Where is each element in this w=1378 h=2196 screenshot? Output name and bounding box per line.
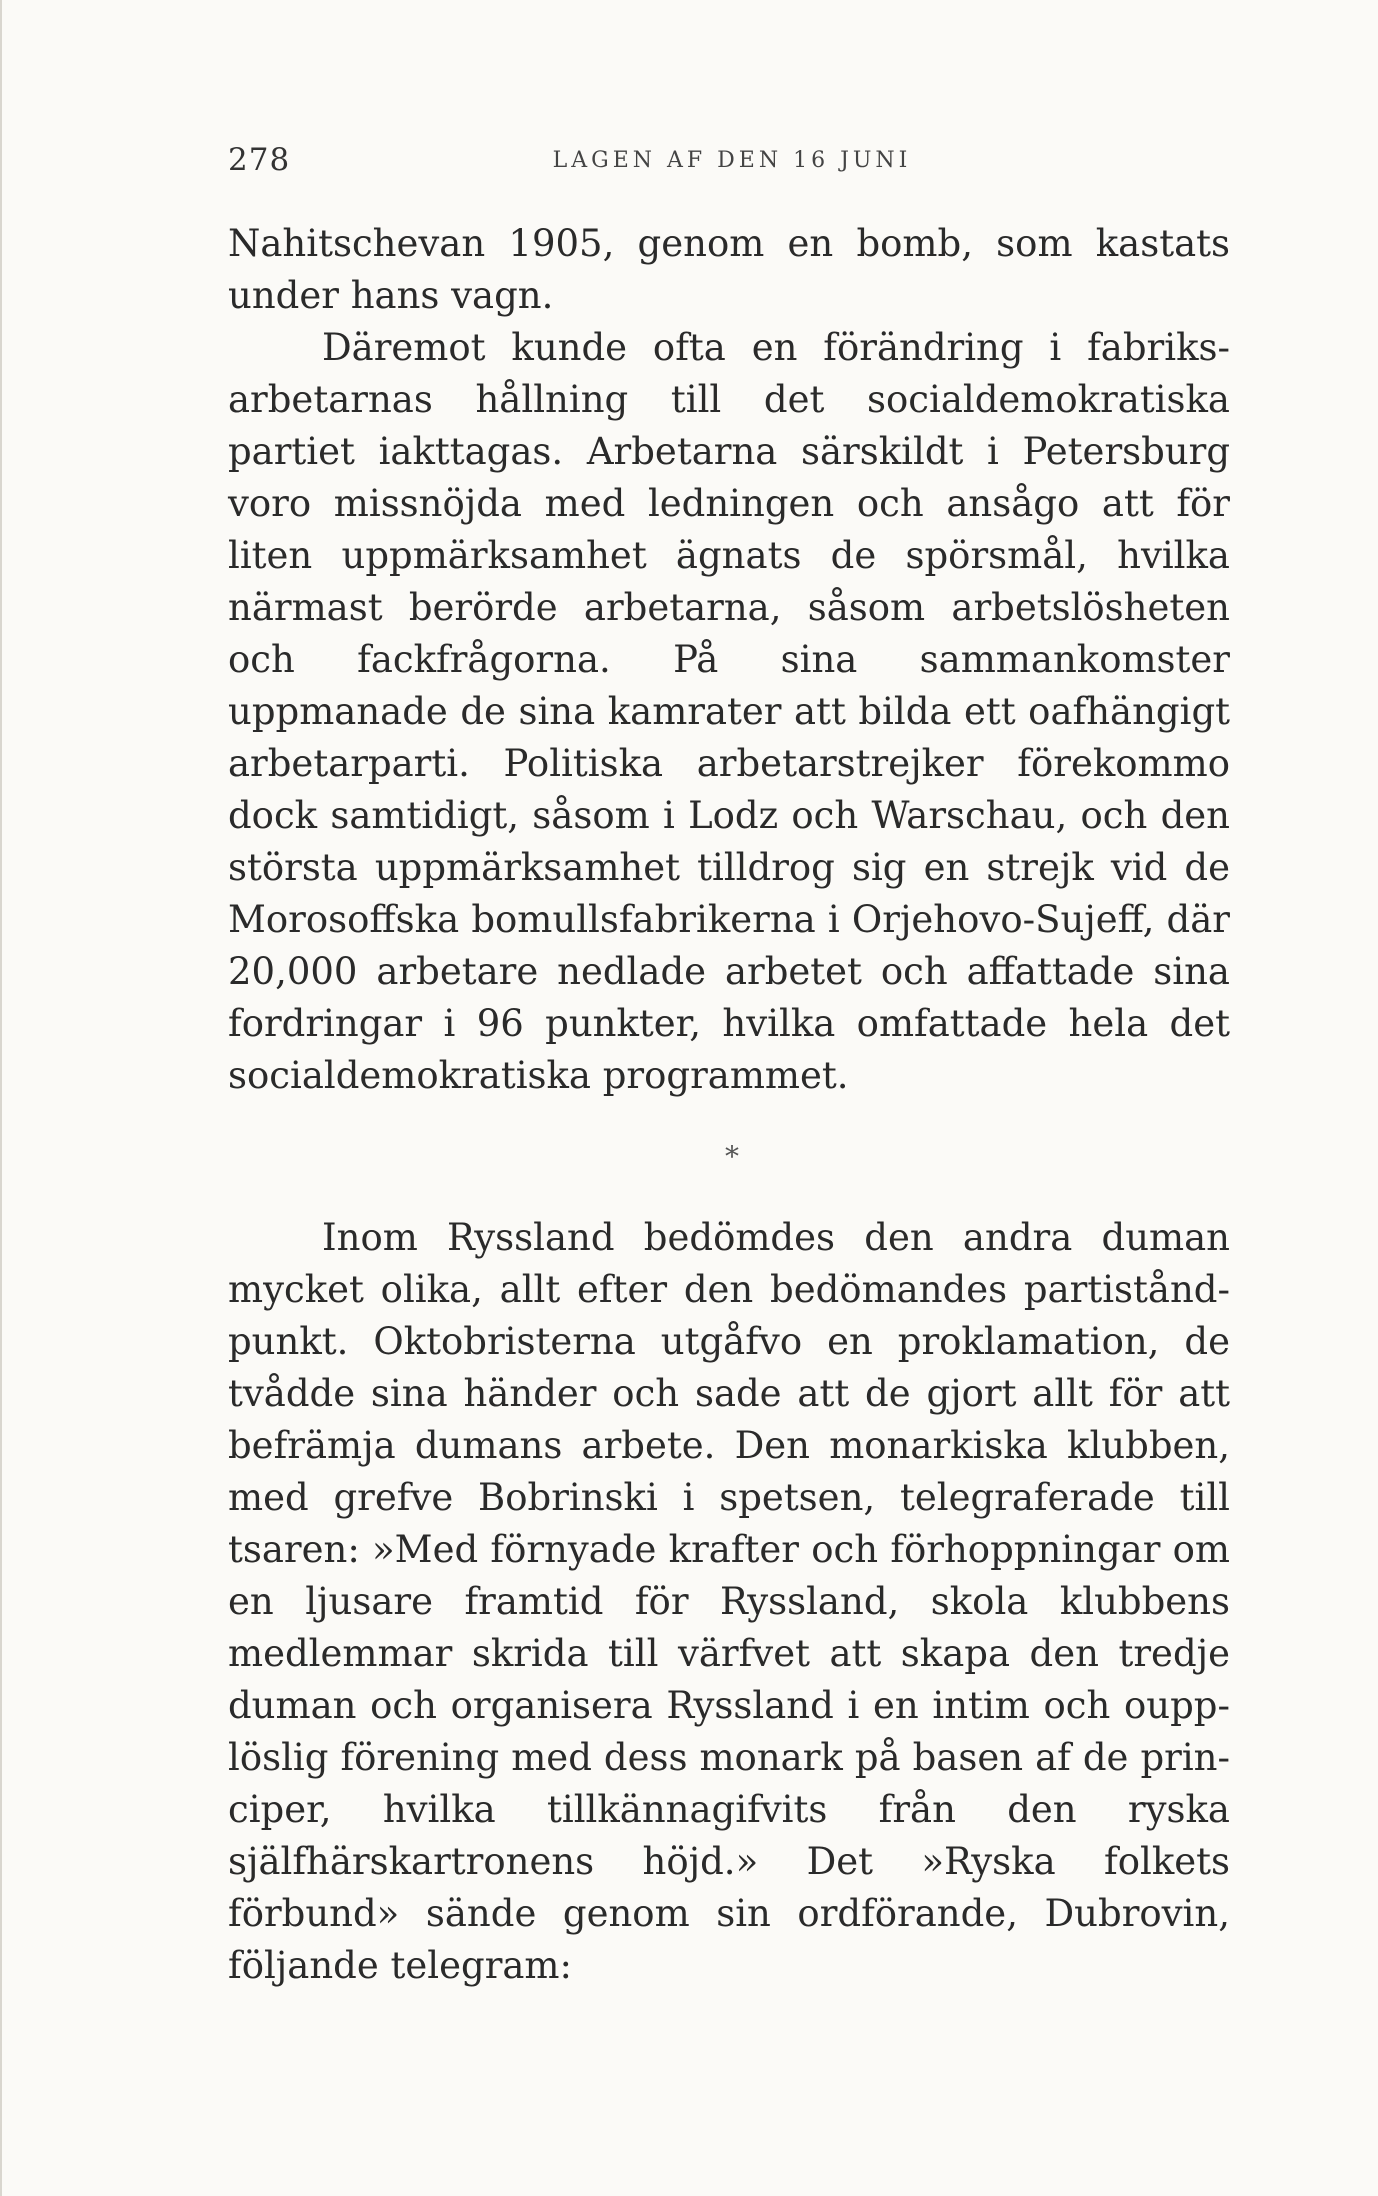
- section-separator-asterisk: *: [725, 1140, 739, 1173]
- running-head: LAGEN AF DEN 16 JUNI: [552, 148, 912, 173]
- body-text: [228, 218, 1230, 1992]
- paragraph-workers: Däremot kunde ofta en förändring i fabriksarbetarnas hållning till det socialdemokratiska partiet iakttagas. Arbetarna särskildt i Petersburg voro missnöjda med ledningen och ansågo att för liten uppmärksamhet ägnats de spörsmål, hvilka närmast berörde arbetarna, såsom arbetslösheten och fackfrågorna. På sina sammankomster uppmanade de sina kamrater att bilda ett oafhängigt arbetarparti. Politiska arbetarstrejker förekommo dock samtidigt, såsom i Lodz och Warschau, och den största uppmärksamhet tilldrog sig en strejk vid de Morosoffska bomullsfabrikerna i Orjehovo-Sujeff, där 20,000 arbetare nedlade arbetet och affattade sina fordringar i 96 punkter, hvilka omfattade hela det socialdemokratiska programmet.: [228, 326, 1230, 1097]
- page-header: [228, 142, 1236, 192]
- page-number: 278: [228, 142, 291, 178]
- paragraph-continuation: Nahitschevan 1905, genom en bomb, som kastats under hans vagn.: [228, 222, 1230, 317]
- paragraph-duma: Inom Ryssland bedömdes den andra duman mycket olika, allt efter den bedömandes partiståndpunkt. Oktobristerna utgåfvo en proklamation, de tvådde sina händer och sade att de gjort allt för att befrämja dumans arbete. Den monarkiska klubben, med grefve Bobrinski i spetsen, telegraferade till tsaren: »Med förnyade krafter och förhoppningar om en ljusare framtid för Ryssland, skola klubbens medlemmar skrida till värfvet att skapa den tredje duman och organisera Ryssland i en intim och oupplöslig förening med dess monark på basen af de principer, hvilka tillkännagifvits från den ryska själfhärskartronens höjd.» Det »Ryska folkets förbund» sände genom sin ordförande, Dubrovin, följande telegram:: [228, 1216, 1230, 1987]
